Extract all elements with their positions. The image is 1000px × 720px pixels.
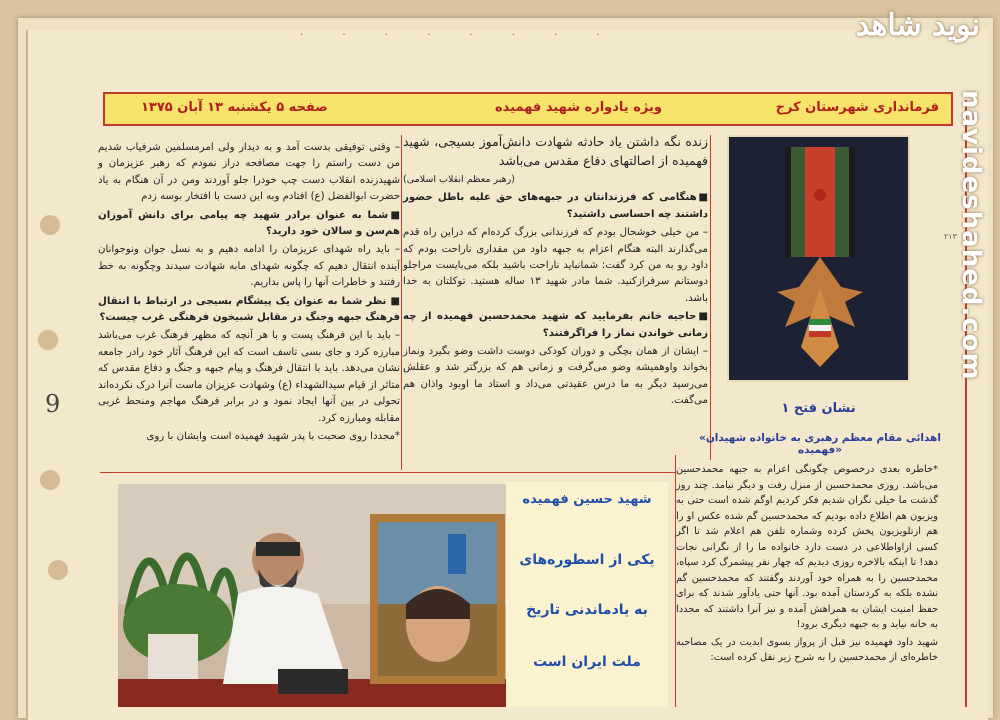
paragraph: – باید راه شهدای عزیزمان را ادامه دهیم و به نسل جوان ونوجوانان آینده انتقال دهیم که چگونه شهدای مابه شهادت سیدند وچگونه به خط رفتند و خاطرات آنها را پاس بداریم. xyxy=(98,244,400,289)
caption-line: ملت ایران است xyxy=(533,654,641,670)
quote-source: (رهبر معظم انقلاب اسلامی) xyxy=(403,174,515,185)
medal-illustration xyxy=(729,137,910,382)
family-photo xyxy=(118,484,508,707)
paragraph: – وقتی توفیقی بدست آمد و به دیدار ولی امرمسلمین شرفیاب شدیم من دست راستم را جهت مصافحه دراز نمودم که رهبر عزیزمان و شهیدزنده انقلاب دست چپ خودرا جلو آوردند ومن در آن هنگام به یاد حضرت ابوالفضل (ع) افتادم وبه این دست با افتخار بوسه زدم xyxy=(98,142,400,203)
paragraph: – من خیلی خوشحال بودم که فرزندانی بزرگ کرده‌ام که دراین راه قدم می‌گذارند البته هنگام اعزام به جبهه داود من مقداری ناراحت بودم که داود رو به من کرد گفت: شمانباید ناراحت باشید بلکه می‌بایست مراجلو دوستانم سرفرازکنید. شما مادر شهید ۱۳ ساله هستید. توکلتان به خدا باشد. xyxy=(403,227,708,304)
paragraph: – باید با این فرهنگ پست و با هر آنچه که مظهر فرهنگ غرب می‌باشد مبارزه کرد و جای بسی تاسف است که این فرهنگ آثار خود رادر جامعه نشان می‌دهد. باید با انتقال فرهنگ و پیام جبهه و جنگ و دفاع مقدس که متاثر از قیام سیدالشهداء (ع) وشهادت عزیزان ماست آنرا درک نکرده‌اند تحولی در بین آنها ایجاد نمود و در برابر فرهنگ مهاجم ومنحط غربی مقابله ومبارزه کرد. xyxy=(98,330,400,424)
page-header-banner xyxy=(103,92,953,126)
watermark-logo: نوید شاهد xyxy=(855,8,980,43)
question: ■شما به عنوان برادر شهید چه پیامی برای دانش آموزان هم‌سن و سالان خود دارید؟ xyxy=(98,209,400,238)
handwritten-page-number: 9 xyxy=(45,390,61,418)
paragraph: *خاطره بعدی درخصوص چگونگی اعزام به جبهه محمدحسین می‌باشد. روزی محمدحسین از منزل رفت و دیگر نیامد. چند روز گذشت ما خیلی نگران شدیم فکر کردیم اوگم شده است حتی به ویزیون هم اطلاع داده بودیم که محمدحسین گم شده عکس او را هم ازتلویزیون پخش کرده وشماره تلفن هم اعلام شد تا اگر کسی ازاواطلاعی در دست دارد خانواده ما را از نگرانی نجات دهد! تا اینکه بالاخره روزی دیدیم که چهار نفر پیشمرگ کرد سپاه، محمدحسین را به همراه خود آوردند وگفتند که محمدحسین گم نشده بلکه به کردستان آمده بود. آنها حتی یادآور شدند که برای حفظ امنیت ایشان به همراهش آمده و نیز آنرا داشتند که مجددا به خانه نیاید و به جبهه دیگری برود! xyxy=(676,464,938,630)
header-date: صفحه ۵ یکشنبه ۱۳ آبان ۱۳۷۵ xyxy=(141,100,328,115)
question: ■هنگامی که فرزندانتان در جبهه‌های حق علیه باطل حضور داشتند چه احساسی داشتید؟ xyxy=(403,192,708,220)
watermark-site: navideshahed.com xyxy=(956,90,986,381)
paragraph: *مجددا روی صحبت با پدر شهید فهمیده است وایشان با روی xyxy=(146,430,400,442)
question: ■ نظر شما به عنوان یک پیشگام بسیجی در ارتباط با انتقال فرهنگ جبهه وجنگ در مقابل شبیخون فرهنگی غرب چیست؟ xyxy=(98,295,400,324)
medal-subtitle: «اهدائی مقام معظم رهبری به خانواده شهیدان فهمیده» xyxy=(699,432,941,456)
memoir-column xyxy=(676,462,938,707)
question: ■حاجیه خانم بفرمایید که شهید محمدحسین فهمیده از چه زمانی خواندن نماز را فراگرفتند؟ xyxy=(403,311,708,339)
binder-hole xyxy=(40,215,60,235)
header-publisher: فرمانداری شهرستان کرج xyxy=(775,100,939,115)
punch-marks: · · · · · · · · xyxy=(300,30,618,41)
column-divider xyxy=(401,135,402,470)
medal-title: نشان فتح ۱ xyxy=(781,401,856,416)
medal-photo xyxy=(727,135,910,382)
binder-hole xyxy=(40,470,60,490)
photo-caption-box xyxy=(506,482,668,707)
side-number: ۲۱۳ xyxy=(944,232,957,241)
paragraph: – ایشان از همان بچگی و دوران کودکی دوست داشت وضو بگیرد ونماز بخواند واوهمیشه وضو می‌گرفت و زمانی هم که بزرگتر شد و عقلش می‌رسید دیگر به ما درس عقیدتی می‌داد و استاد ما اوبود واذان هم می‌گفت. xyxy=(403,346,708,407)
interview-column-right xyxy=(98,140,400,470)
leader-quote: زنده نگه داشتن یاد حادثه شهادت دانش‌آموز بسیجی، شهید فهمیده از اصالتهای دفاع مقدس می‌باشد xyxy=(403,134,708,168)
paragraph: شهید داود فهمیده نیز قبل از پرواز بسوی ابدیت در یک مصاحبه خاطره‌ای از محمدحسین را به شرح زیر نقل کرده است: xyxy=(676,636,938,663)
caption-line: به یادماندنی تاریخ xyxy=(526,602,648,618)
binder-hole xyxy=(48,560,68,580)
caption-line: یکی از اسطوره‌های xyxy=(519,552,655,568)
header-section-title: ویژه یادواره شهید فهمیده xyxy=(495,100,662,115)
section-divider xyxy=(100,472,675,473)
column-divider xyxy=(710,135,711,460)
binder-hole xyxy=(38,330,58,350)
photo-illustration xyxy=(118,484,508,707)
caption-line: شهید حسین فهمیده xyxy=(522,492,652,507)
interview-column-middle xyxy=(403,132,708,467)
